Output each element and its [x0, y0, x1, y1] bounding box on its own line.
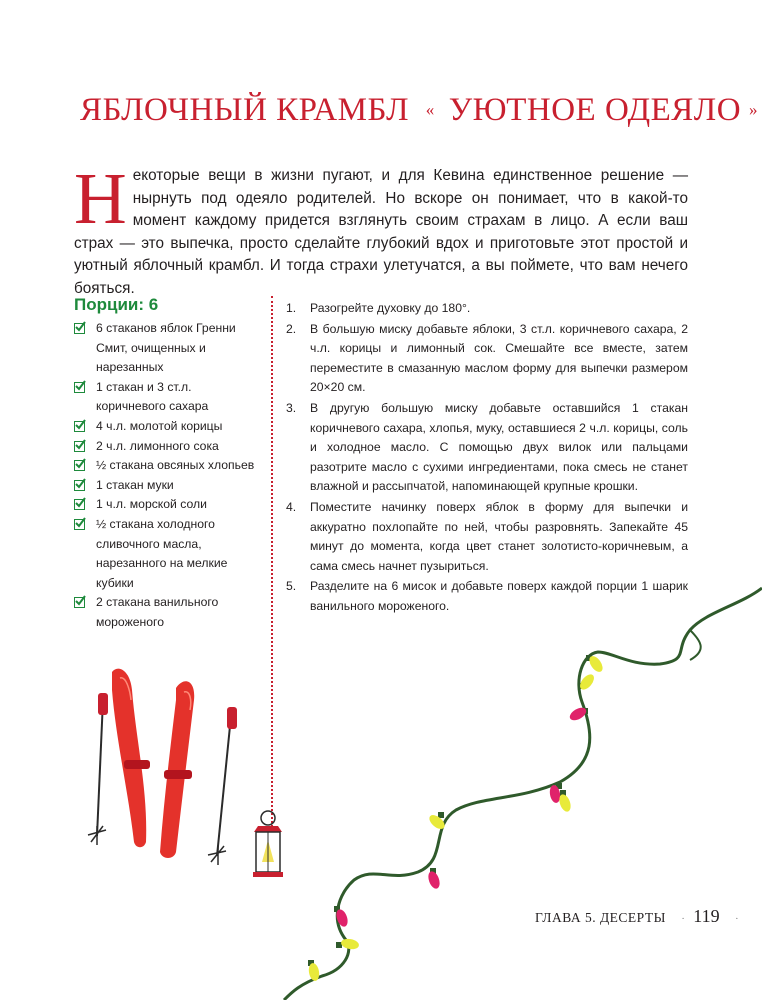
- step-text: В другую большую миску добавьте оставшийся 1 стакан коричневого сахара, хлопья, муку, оставшиеся 2 ч.л. корицы, соль и холодное масло. С помощью двух вилок или пальцами разотрите масло с сухими ингредиентами, пока смесь не станет влажной и рассыпчатой, напоминающей крупные крошки.: [310, 400, 688, 494]
- ingredient-text: 1 стакан муки: [96, 477, 174, 492]
- yellow-bulb-icon: [336, 938, 360, 951]
- ingredient-text: 2 стакана ванильного мороженого: [96, 595, 219, 629]
- footer-separator-end: ·: [735, 913, 739, 925]
- garland-wire: [284, 588, 762, 1000]
- ingredient-text: ½ стакана холодного сливочного масла, нарезанного на мелкие кубики: [96, 516, 228, 590]
- yellow-bulb-icon: [586, 654, 605, 674]
- title-open-quote: «: [425, 100, 435, 119]
- footer-separator: ·: [681, 913, 685, 925]
- pink-bulb-icon: [426, 868, 442, 890]
- title-sub: УЮТНОЕ ОДЕЯЛО: [448, 92, 742, 128]
- step-number: 4.: [286, 499, 297, 514]
- page-number: 119: [693, 906, 720, 926]
- step-number: 3.: [286, 400, 297, 415]
- step-number: 1.: [286, 301, 297, 315]
- title-close-quote: »: [749, 100, 759, 119]
- ingredient-text: 4 ч.л. молотой корицы: [96, 418, 223, 433]
- step-text: Разделите на 6 мисок и добавьте поверх каждой порции 1 шарик ванильного мороженого.: [310, 579, 688, 613]
- ingredient-text: 6 стаканов яблок Гренни Смит, очищенных и нарезанных: [96, 321, 236, 375]
- page-footer: [535, 906, 744, 927]
- intro-text: екоторые вещи в жизни пугают, и для Кевина единственное решение — нырнуть под одеяло родителей. Но вскоре он понимает, что в какой-то момент каждому придется взглянуть своим страхам в лицо. А если ваш страх — это выпечка, просто сделайте глубокий вдох и приготовьте этот простой и уютный яблочный крамбл. И тогда страхи улетучатся, а вы поймете, что вам нечего бояться.: [74, 167, 688, 297]
- step-text: Разогрейте духовку до 180°.: [310, 301, 471, 315]
- ingredient-text: ½ стакана овсяных хлопьев: [96, 458, 255, 473]
- step-number: 2.: [286, 321, 297, 336]
- step-text: В большую миску добавьте яблоки, 3 ст.л. коричневого сахара, 2 ч.л. корицы и лимонный сок. Смешайте все вместе, затем переместите в смазанную маслом форму для выпечки размером 20×20 см.: [310, 321, 688, 395]
- servings-heading: Порции: 6: [74, 295, 159, 314]
- ingredient-text: 2 ч.л. лимонного сока: [96, 438, 219, 453]
- title-main: ЯБЛОЧНЫЙ КРАМБЛ: [80, 92, 409, 128]
- drop-cap: Н: [74, 158, 127, 239]
- step-number: 5.: [286, 579, 297, 594]
- step-text: Поместите начинку поверх яблок в форму для выпечки и аккуратно похлопайте по ней, чтобы разровнять. Запекайте 45 минут до момента, когда цвет станет золотисто-коричневым, а сама смесь начнет пузыриться.: [310, 499, 688, 573]
- ingredient-text: 1 стакан и 3 ст.л. коричневого сахара: [96, 379, 209, 414]
- ingredient-text: 1 ч.л. морской соли: [96, 497, 207, 512]
- chapter-label: ГЛАВА 5. ДЕСЕРТЫ: [535, 910, 666, 925]
